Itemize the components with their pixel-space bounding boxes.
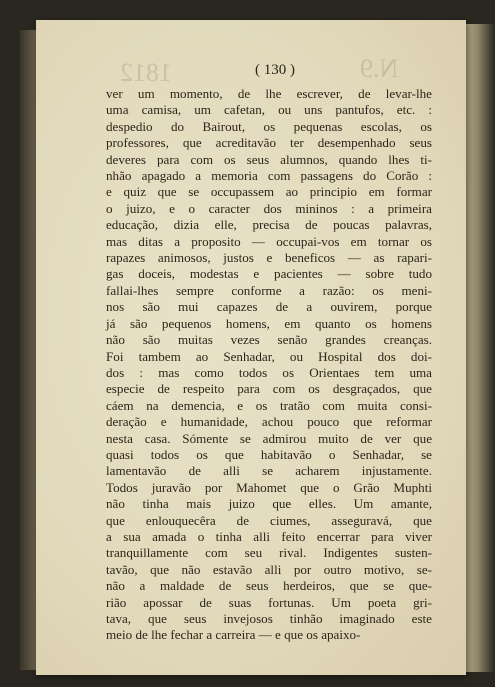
text-line: não tinha mais juizo que elles. Um amante,: [106, 496, 432, 512]
text-line: ver um momento, de lhe escrever, de levar-lhe: [106, 86, 432, 101]
text-line: tranquillamente com seu rival. Indigentes susten-: [106, 545, 432, 561]
text-line: cáem na demencia, e os tratão com muita consi-: [106, 397, 432, 413]
text-line: Todos juravão por Mahomet que o Grão Muphti: [106, 479, 432, 495]
show-through-mark: N.9: [360, 54, 399, 83]
text-line: tava, que seus invejosos tinhão imaginado este: [106, 611, 432, 626]
body-text: [106, 86, 432, 644]
text-line: gas doceis, modestas e pacientes — sobre tudo: [106, 266, 432, 282]
text-line: uma camisa, um cafetan, ou uns pantufos, etc. :: [106, 102, 432, 118]
text-line: rapazes animosos, justos e beneficos — as rapari-: [106, 250, 432, 266]
text-line: não são muitas vezes senão grandes creanças.: [106, 332, 432, 348]
show-through-mark: 1812: [120, 58, 172, 87]
text-line: que enlouquecêra de ciumes, asseguravá, que: [106, 512, 432, 528]
text-line: o juizo, e o caracter dos mininos : a primeira: [106, 200, 432, 216]
page-number: ( 130 ): [255, 62, 295, 78]
text-line: quasi todos os que habitavão o Senhadar, se: [106, 446, 432, 462]
text-line: Foi tambem ao Senhadar, ou Hospital dos doi-: [106, 348, 432, 364]
text-line: mas ditas a proposito — occupai-vos em tornar os: [106, 233, 432, 249]
text-line: deração e humanidade, achou pouco que reformar: [106, 414, 432, 430]
text-line: rião apossar de suas fortunas. Um poeta gri-: [106, 594, 432, 610]
text-line: especie de respeito para com os desgraçados, que: [106, 381, 432, 397]
text-line: fallai-lhes sempre conforme a razão: os meni-: [106, 282, 432, 298]
text-line: não a maldade de seus herdeiros, que se que-: [106, 578, 432, 594]
next-page-edge: [466, 24, 495, 672]
text-line: tavão, que não estavão alli por outro motivo, se-: [106, 561, 432, 577]
text-line: professores, que acreditavão ter desempenhado seus: [106, 135, 432, 151]
text-line: a sua amada o tinha alli feito encerrar para viver: [106, 528, 432, 544]
text-line: nesta casa. Sómente se admirou muito de ver que: [106, 430, 432, 446]
text-line: já são pequenos homens, em quanto os homens: [106, 315, 432, 331]
text-line: e quiz que se occupassem ao principio em formar: [106, 184, 432, 200]
text-line: nhão apagado a memoria com passagens do Corão :: [106, 168, 432, 184]
text-line: meio de lhe fechar a carreira — e que os apaixo-: [106, 627, 361, 643]
text-line: educação, dizia elle, precisa de poucas palavras,: [106, 217, 432, 233]
text-line: nos são mui capazes de a ouvirem, porque: [106, 299, 432, 315]
text-line: dos : mas como todos os Orientaes tem uma: [106, 364, 432, 380]
text-line: deveres para com os seus alumnos, quando lhes ti-: [106, 151, 432, 167]
text-line: despedio do Bairout, os pequenas escolas, os: [106, 118, 432, 134]
text-line: lamentavão de alli se acharem injustamente.: [106, 463, 432, 479]
